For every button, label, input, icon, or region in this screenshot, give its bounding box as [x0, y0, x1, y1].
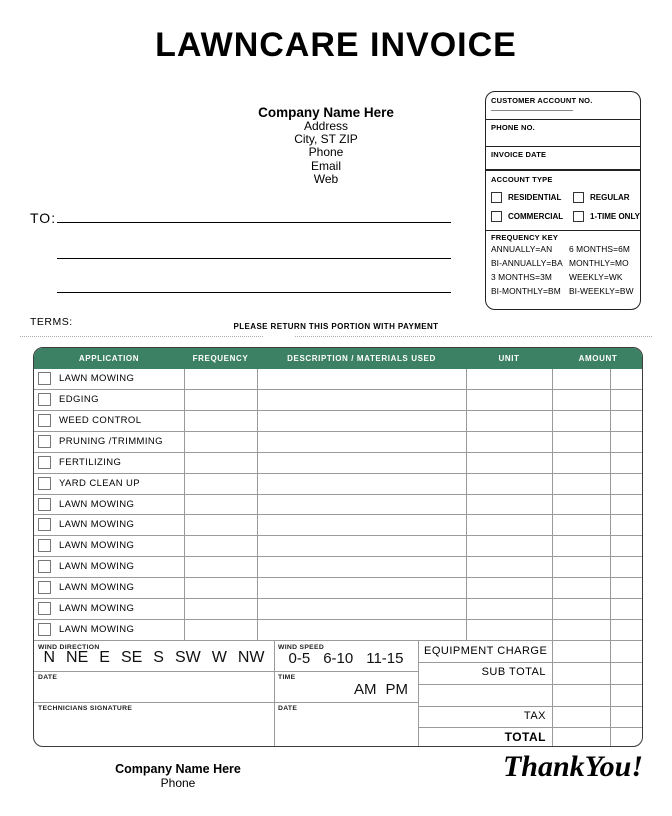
table-row: [34, 453, 642, 474]
wind-direction-option[interactable]: NE: [66, 649, 89, 666]
invoice-date-label: INVOICE DATE: [491, 150, 547, 159]
total-label: TOTAL: [504, 730, 546, 744]
wind-direction-option[interactable]: S: [153, 649, 164, 666]
frequency-entry: 3 MONTHS=3M: [491, 272, 552, 282]
company-name: Company Name Here: [258, 105, 394, 120]
row-checkbox[interactable]: [38, 435, 51, 448]
row-checkbox[interactable]: [38, 539, 51, 552]
wind-direction-option[interactable]: SE: [120, 649, 143, 666]
application-label: PRUNING /TRIMMING: [59, 435, 163, 447]
to-address-line-3[interactable]: [57, 292, 451, 293]
time-option-am[interactable]: AM: [354, 681, 377, 698]
col-amount-header: AMOUNT: [578, 354, 618, 363]
row-checkbox[interactable]: [38, 518, 51, 531]
row-checkbox[interactable]: [38, 456, 51, 469]
one-time-only-checkbox[interactable]: [573, 211, 584, 222]
row-checkbox[interactable]: [38, 372, 51, 385]
company-city: City, ST ZIP: [294, 132, 358, 147]
table-row: [34, 515, 642, 536]
customer-account-label: CUSTOMER ACCOUNT NO.: [491, 96, 593, 105]
wind-direction-option[interactable]: N: [43, 649, 56, 666]
time-option-pm[interactable]: PM: [385, 681, 408, 698]
application-label: LAWN MOWING: [59, 540, 135, 552]
wind-direction-options: [34, 649, 274, 667]
table-row: [34, 495, 642, 516]
frequency-entry: 6 MONTHS=6M: [569, 244, 630, 254]
wind-speed-option[interactable]: 11-15: [366, 650, 404, 667]
application-label: FERTILIZING: [59, 456, 122, 468]
frequency-key-label: FREQUENCY KEY: [491, 233, 559, 242]
application-label: LAWN MOWING: [59, 582, 135, 594]
row-checkbox[interactable]: [38, 393, 51, 406]
phone-no-label: PHONE NO.: [491, 123, 535, 132]
wind-direction-option[interactable]: E: [99, 649, 110, 666]
col-description-header: DESCRIPTION / MATERIALS USED: [287, 354, 436, 363]
company-phone: Phone: [308, 145, 344, 160]
table-row: [34, 578, 642, 599]
terms-label: TERMS:: [30, 316, 73, 328]
table-rows: [34, 369, 642, 641]
table-row: [34, 536, 642, 557]
wind-speed-label: WIND SPEED: [278, 644, 325, 651]
col-frequency-header: FREQUENCY: [192, 354, 249, 363]
application-label: LAWN MOWING: [59, 373, 135, 384]
footer-company-phone: Phone: [160, 776, 196, 790]
footer-company-block: [68, 762, 288, 790]
table-row: [34, 432, 642, 453]
col-unit-header: UNIT: [498, 354, 520, 363]
wind-direction-label: WIND DIRECTION: [38, 644, 100, 651]
company-header-block: [226, 105, 426, 186]
regular-label: REGULAR: [590, 193, 630, 202]
to-label: TO:: [30, 210, 57, 226]
wind-speed-option[interactable]: 6-10: [323, 650, 354, 667]
equipment-charge-label: EQUIPMENT CHARGE: [424, 645, 548, 657]
wind-direction-option[interactable]: W: [211, 649, 227, 666]
regular-checkbox[interactable]: [573, 192, 584, 203]
perforation-line: [295, 336, 652, 337]
company-address: Address: [303, 119, 349, 133]
perforation-line: [20, 336, 263, 337]
row-checkbox[interactable]: [38, 414, 51, 427]
subtotal-label: SUB TOTAL: [481, 666, 546, 678]
table-row: [34, 620, 642, 641]
row-checkbox[interactable]: [38, 498, 51, 511]
application-label: LAWN MOWING: [59, 603, 135, 615]
table-row: [34, 599, 642, 620]
application-label: LAWN MOWING: [59, 561, 135, 573]
application-label: YARD CLEAN UP: [59, 477, 141, 489]
frequency-entry: BI-MONTHLY=BM: [491, 286, 561, 296]
page-title: LAWNCARE INVOICE: [155, 26, 517, 64]
row-checkbox[interactable]: [38, 560, 51, 573]
customer-account-input-line[interactable]: [491, 110, 573, 111]
thank-you-text: ThankYou!: [502, 750, 643, 783]
table-row: [34, 369, 642, 390]
wind-speed-option[interactable]: 0-5: [288, 650, 311, 667]
wind-direction-option[interactable]: SW: [174, 649, 201, 666]
table-row: [34, 390, 642, 411]
frequency-entry: MONTHLY=MO: [569, 258, 629, 268]
residential-checkbox[interactable]: [491, 192, 502, 203]
row-checkbox[interactable]: [38, 477, 51, 490]
commercial-label: COMMERCIAL: [508, 212, 564, 221]
application-label: WEED CONTROL: [59, 414, 142, 426]
frequency-entry: ANNUALLY=AN: [491, 244, 553, 254]
row-checkbox[interactable]: [38, 602, 51, 615]
customer-account-box: [485, 91, 641, 310]
company-email: Email: [310, 158, 341, 173]
commercial-checkbox[interactable]: [491, 211, 502, 222]
table-header: [34, 348, 642, 369]
company-web: Web: [313, 171, 339, 186]
application-label: EDGING: [59, 393, 99, 405]
to-address-line-2[interactable]: [57, 258, 451, 259]
table-row: [34, 557, 642, 578]
col-application-header: APPLICATION: [78, 354, 140, 363]
application-label: LAWN MOWING: [59, 498, 135, 510]
to-address-line-1[interactable]: [57, 222, 451, 223]
date-label: DATE: [38, 674, 58, 681]
wind-direction-option[interactable]: NW: [237, 649, 265, 666]
footer-company-name: Company Name Here: [115, 762, 241, 776]
table-row: [34, 474, 642, 495]
account-type-label: ACCOUNT TYPE: [491, 175, 553, 184]
return-notice: PLEASE RETURN THIS PORTION WITH PAYMENT: [233, 322, 439, 331]
wind-speed-options: [274, 650, 418, 667]
technician-signature-label: TECHNICIANS SIGNATURE: [38, 705, 133, 712]
frequency-entry: BI-ANNUALLY=BA: [491, 258, 563, 268]
time-label: TIME: [278, 674, 296, 681]
time-options: [274, 681, 408, 698]
frequency-entry: WEEKLY=WK: [569, 272, 623, 282]
one-time-only-label: 1-TIME ONLY: [590, 212, 640, 221]
frequency-entry: BI-WEEKLY=BW: [569, 286, 634, 296]
residential-label: RESIDENTIAL: [508, 193, 562, 202]
table-row: [34, 411, 642, 432]
application-label: LAWN MOWING: [59, 519, 135, 531]
date-label-2: DATE: [278, 705, 298, 712]
row-checkbox[interactable]: [38, 623, 51, 636]
application-label: LAWN MOWING: [59, 624, 135, 636]
service-table: [33, 347, 643, 747]
row-checkbox[interactable]: [38, 581, 51, 594]
tax-label: TAX: [523, 710, 546, 722]
